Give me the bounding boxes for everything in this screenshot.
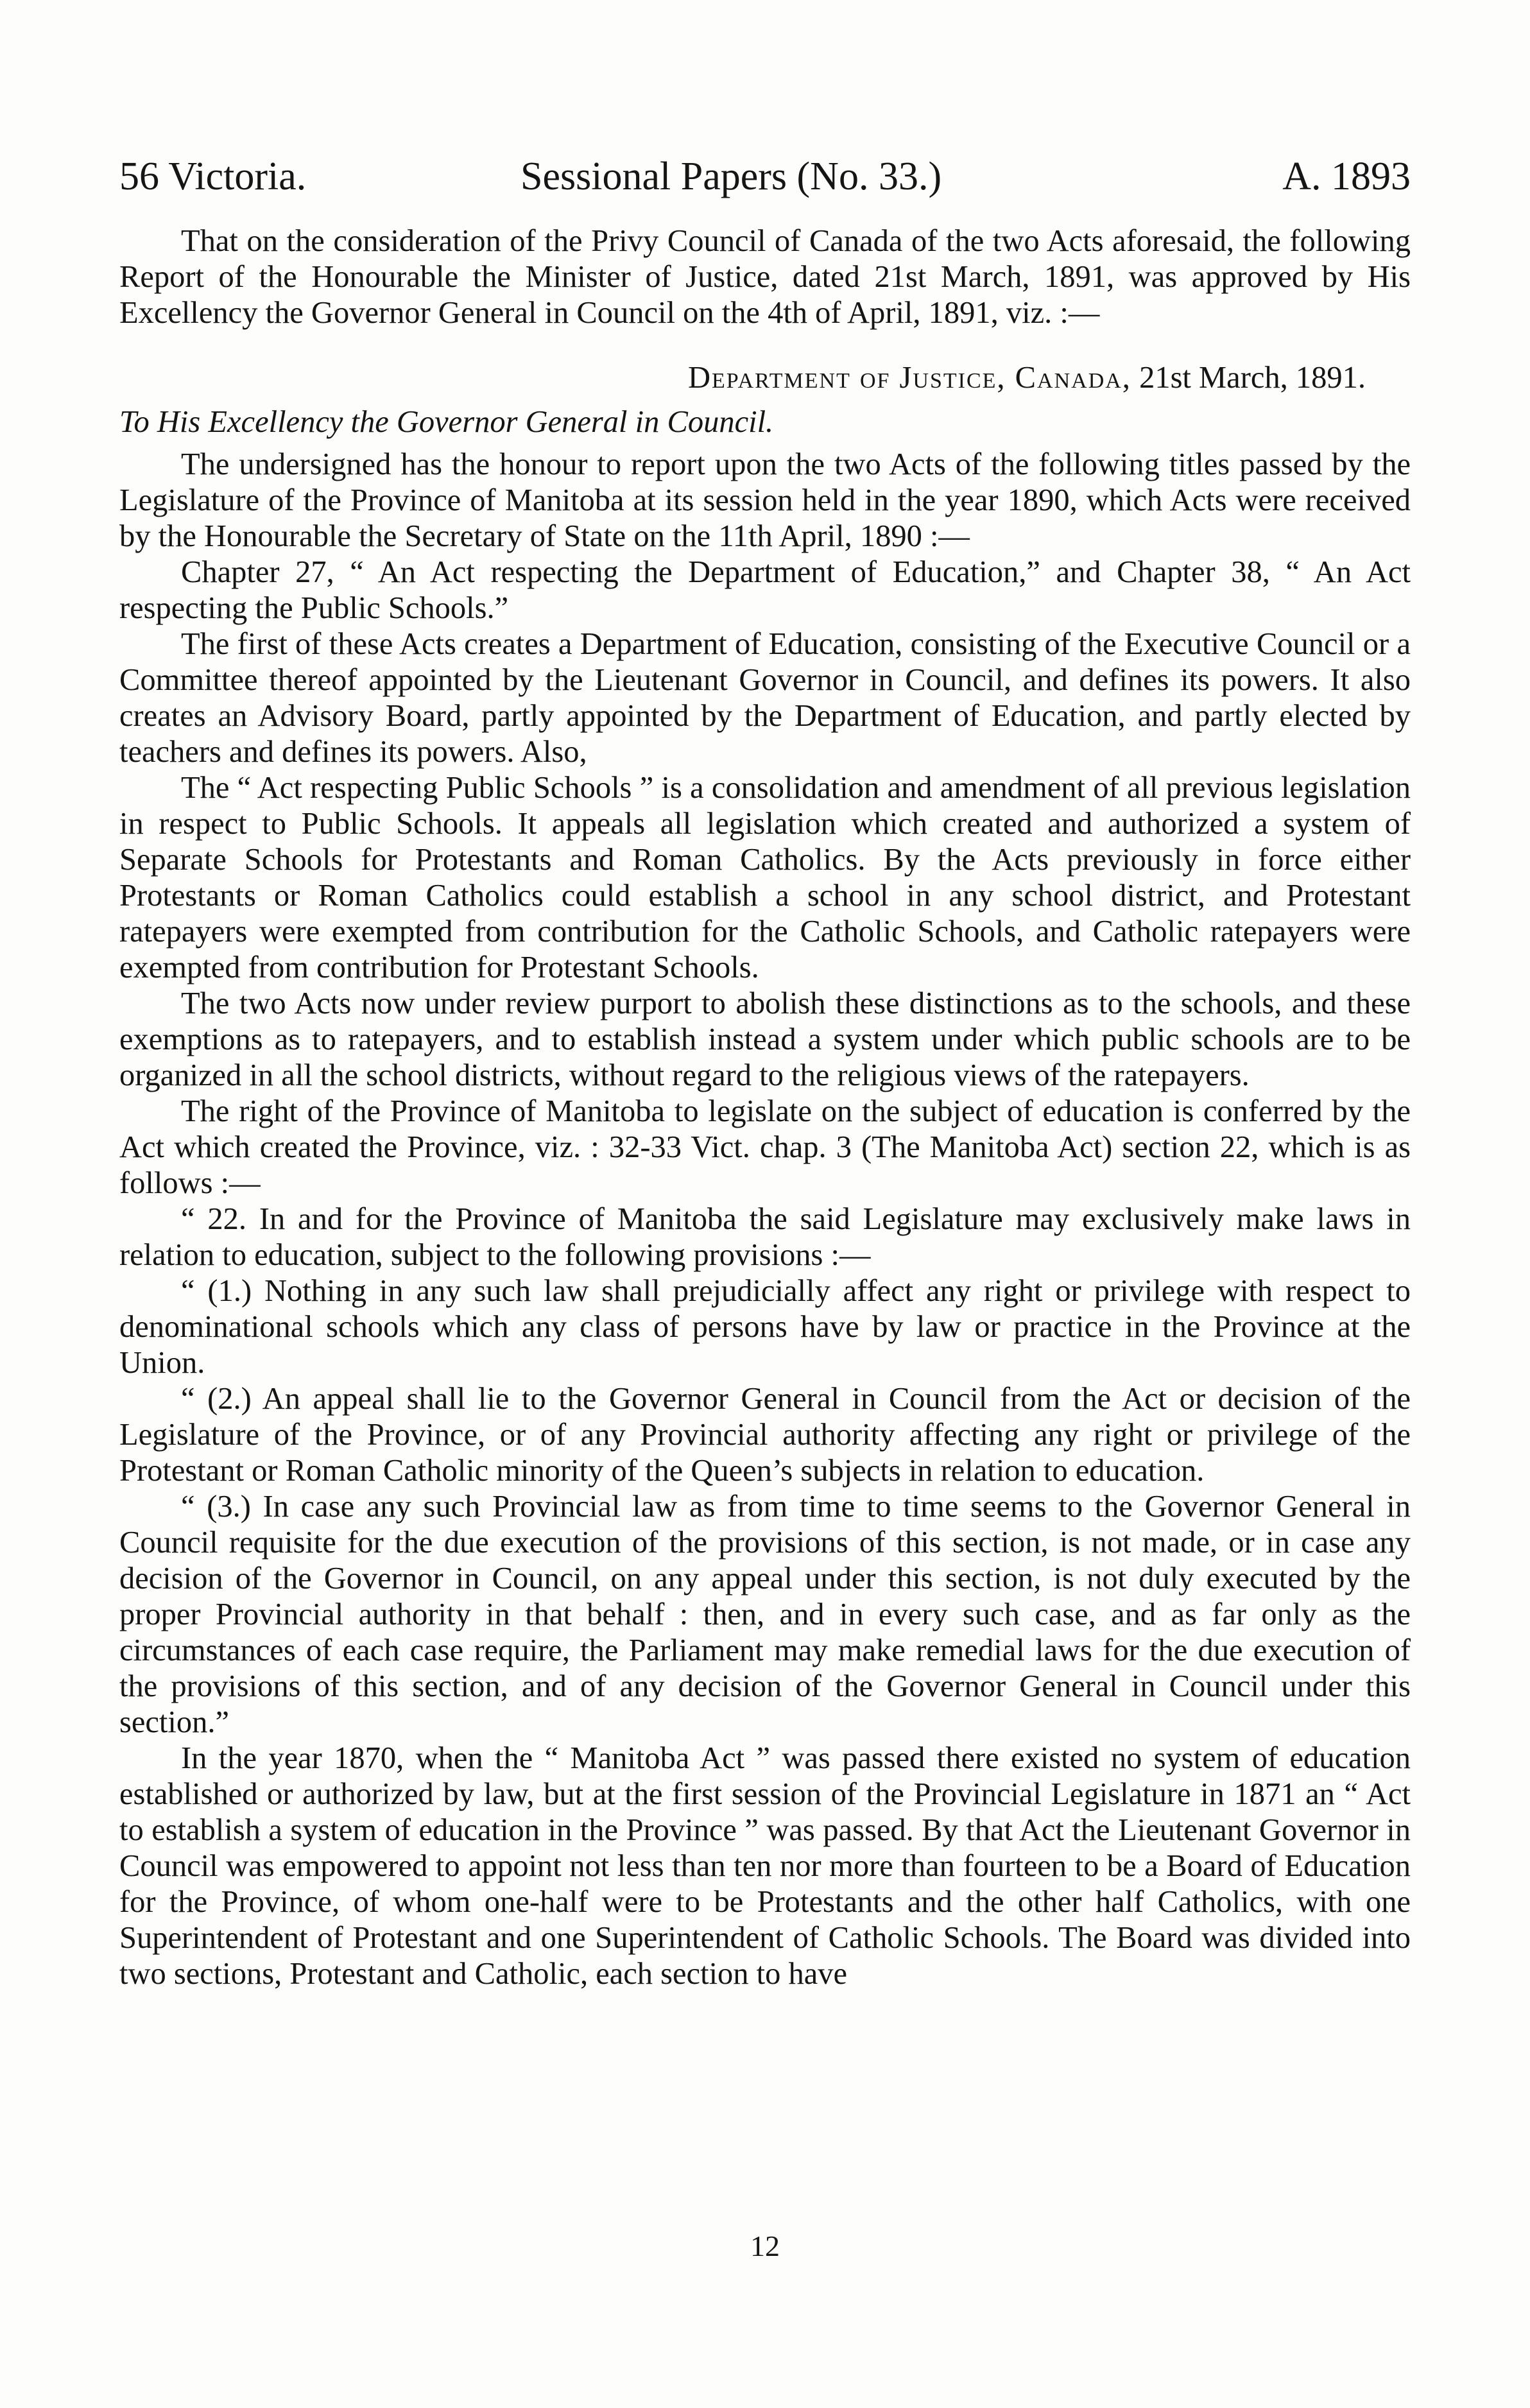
page-number: 12 [750, 2230, 780, 2262]
document-body [119, 223, 1411, 1992]
paragraph: The two Acts now under review purport to abolish these distinctions as to the schools, and these exemptions as to ratepayers, and to establish instead a system under which public schools are to be organized in all the school districts, without regard to the religious views of the ratepayers. [119, 986, 1411, 1092]
dateline-department: Department of Justice, Canada, [687, 361, 1131, 395]
paragraph: The undersigned has the honour to report upon the two Acts of the following titles passed by the Legislature of the Province of Manitoba at its session held in the year 1890, which Acts were received by the Honourable the Secretary of State on the 11th April, 1890 :— [119, 447, 1411, 553]
paragraph: The “ Act respecting Public Schools ” is a consolidation and amendment of all previous legislation in respect to Public Schools. It appeals all legislation which created and authorized a system of Separate Schools for Protestants and Roman Catholics. By the Acts previously in force either Protestants or Roman Catholics could establish a school in any school district, and Protestant ratepayers were exempted from contribution for the Catholic Schools, and Catholic ratepayers were exempted from contribution for Protestant Schools. [119, 771, 1411, 985]
quoted-provision-3: “ (3.) In case any such Provincial law as from time to time seems to the Governor General in Council requisite for the due execution of the provisions of this section, is not made, or in case any decision of the Governor in Council, on any appeal under this section, is not duly executed by the proper Provincial authority in that behalf : then, and in every such case, and as far only as the circumstances of each case require, the Parliament may make remedial laws for the due execution of the provisions of this section, and of any decision of the Governor General in Council under this section.” [119, 1490, 1411, 1739]
running-header [119, 148, 1411, 205]
header-year: A. 1893 [1282, 155, 1411, 198]
paragraph: The right of the Province of Manitoba to legislate on the subject of education is conferred by the Act which created the Province, viz. : 32-33 Vict. chap. 3 (The Manitoba Act) section 22, which is as follows :— [119, 1094, 1411, 1200]
addressee: To His Excellency the Governor General in Council. [119, 405, 774, 439]
dateline [119, 357, 1411, 399]
paragraph: The first of these Acts creates a Department of Education, consisting of the Executive Council or a Committee thereof appointed by the Lieutenant Governor in Council, and defines its powers. It also creates an Advisory Board, partly appointed by the Department of Education, and partly elected by teachers and defines its powers. Also, [119, 627, 1411, 769]
intro-paragraph: That on the consideration of the Privy Council of Canada of the two Acts aforesaid, the following Report of the Honourable the Minister of Justice, dated 21st March, 1891, was approved by His Excellency the Governor General in Council on the 4th of April, 1891, viz. :— [119, 224, 1411, 330]
quoted-section-22: “ 22. In and for the Province of Manitoba the said Legislature may exclusively make laws in relation to education, subject to the following provisions :— [119, 1202, 1411, 1272]
paragraph: Chapter 27, “ An Act respecting the Department of Education,” and Chapter 38, “ An Act respecting the Public Schools.” [119, 555, 1411, 625]
quoted-provision-2: “ (2.) An appeal shall lie to the Governor General in Council from the Act or decision of the Legislature of the Province, or of any Provincial authority affecting any right or privilege of the Protestant or Roman Catholic minority of the Queen’s subjects in relation to education. [119, 1382, 1411, 1488]
header-session: 56 Victoria. [119, 155, 307, 198]
dateline-date: 21st March, 1891. [1139, 361, 1366, 395]
quoted-provision-1: “ (1.) Nothing in any such law shall prejudicially affect any right or privilege with respect to denominational schools which any class of persons have by law or practice in the Province at the Union. [119, 1274, 1411, 1380]
paragraph: In the year 1870, when the “ Manitoba Act ” was passed there existed no system of education established or authorized by law, but at the first session of the Provincial Legislature in 1871 an “ Act to establish a system of education in the Province ” was passed. By that Act the Lieutenant Governor in Council was empowered to appoint not less than ten nor more than fourteen to be a Board of Education for the Province, of whom one-half were to be Protestants and the other half Catholics, with one Superintendent of Protestant and one Superintendent of Catholic Schools. The Board was divided into two sections, Protestant and Catholic, each section to have [119, 1741, 1411, 1991]
header-sessional-papers: Sessional Papers (No. 33.) [520, 155, 942, 198]
